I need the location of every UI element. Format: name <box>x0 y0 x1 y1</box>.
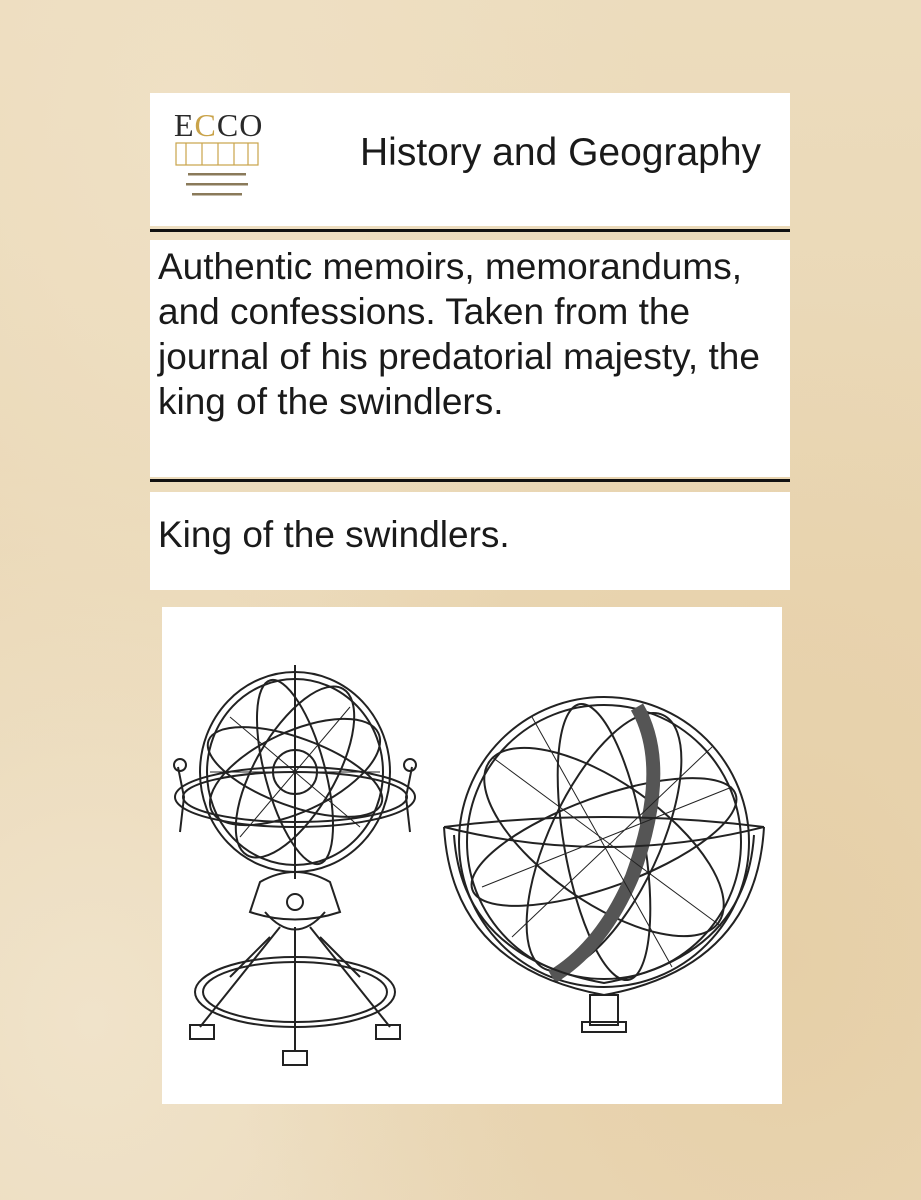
armillary-sphere-on-stand-icon <box>170 647 420 1077</box>
book-author: King of the swindlers. <box>158 514 510 555</box>
divider-rule <box>150 229 790 232</box>
ecco-logo-text: ECCO <box>174 107 264 143</box>
divider-rule <box>150 479 790 482</box>
illustration-panel <box>162 607 782 1104</box>
ecco-logo <box>164 105 264 215</box>
author-panel <box>150 492 790 590</box>
title-panel <box>150 240 790 477</box>
armillary-sphere-hemisphere-icon <box>432 677 777 1047</box>
header-panel <box>150 93 790 226</box>
category-label: History and Geography <box>360 131 762 174</box>
book-title: Authentic memoirs, memorandums, and confessions. Taken from the journal of his predatorial majesty, the king of the swindlers. <box>158 246 760 422</box>
ecco-logo-graphic <box>172 141 262 211</box>
